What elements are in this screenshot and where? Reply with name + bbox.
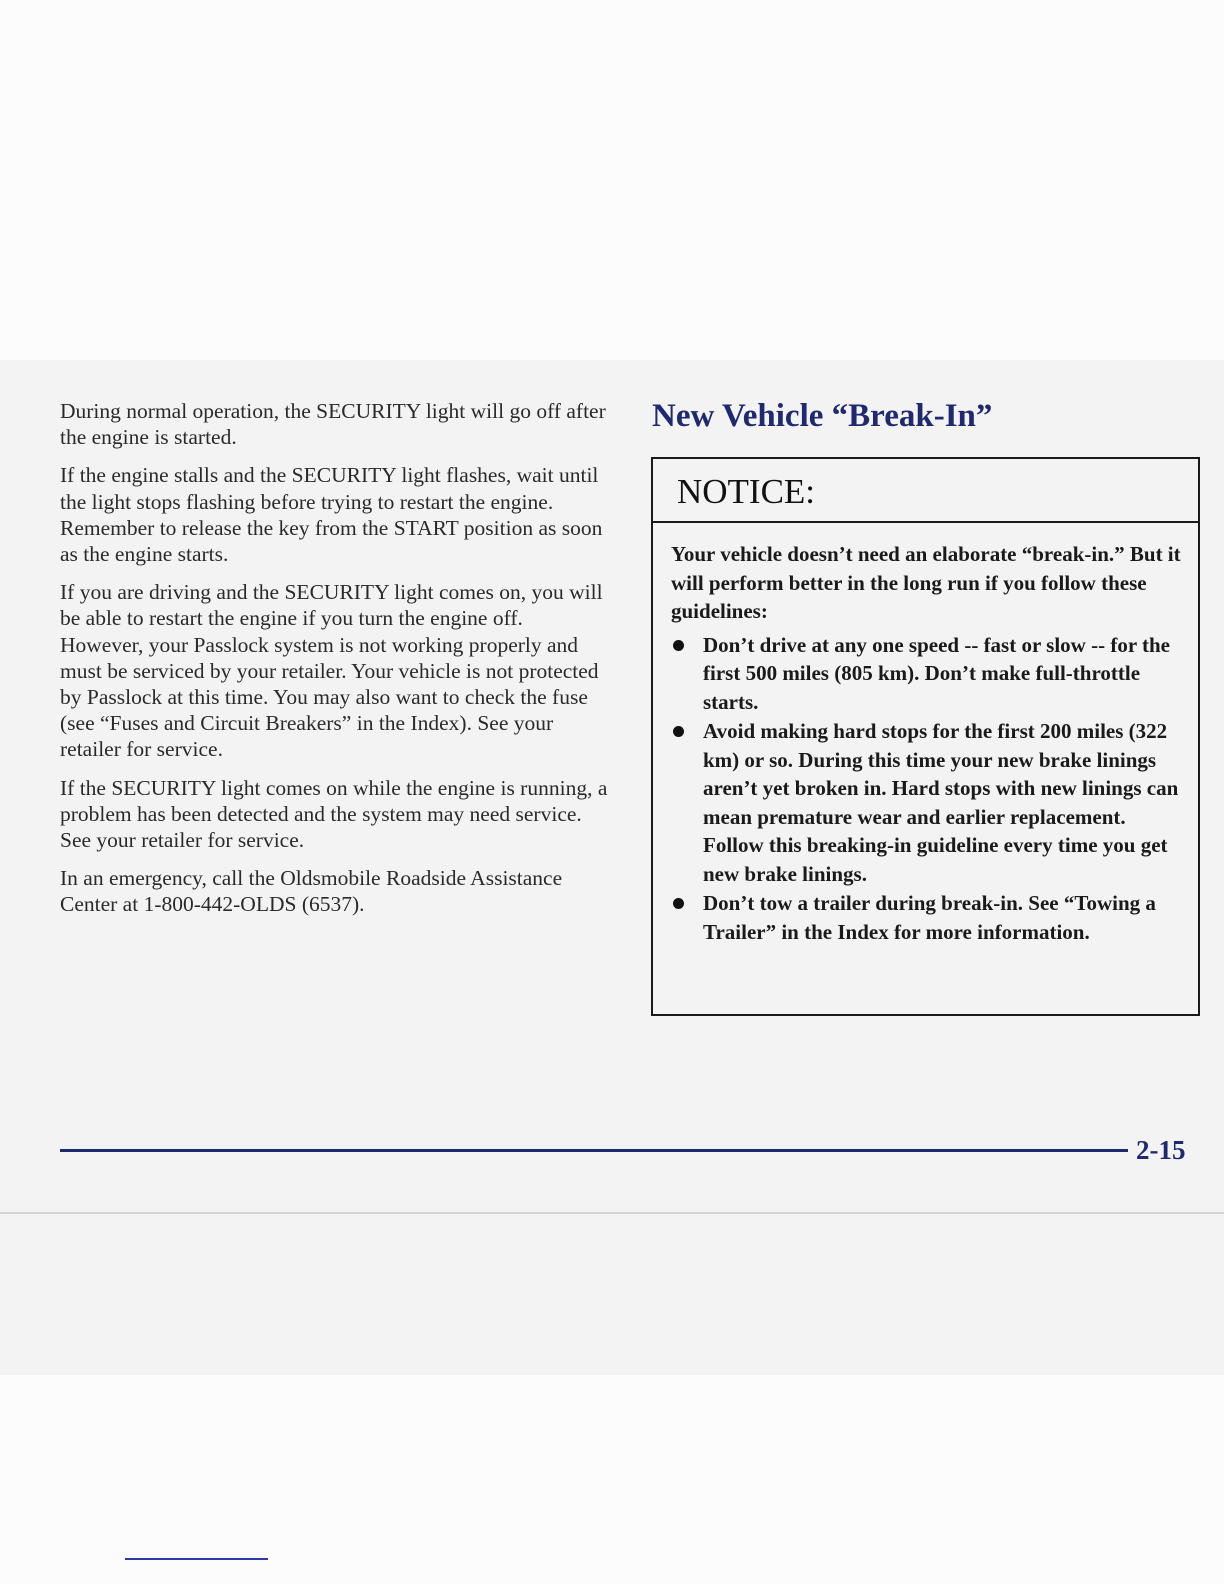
bullet-icon [673,640,684,651]
list-item [671,631,1182,717]
bottom-link-underline [125,1558,268,1560]
paragraph-engine-stalls: If the engine stalls and the SECURITY light flashes, wait until the light stops flashing before trying to restart the engine. Remember to release the key from the START position as soon as the engine starts. [60,463,603,567]
notice-body [653,523,1198,946]
bullet-text: Don’t drive at any one speed -- fast or slow -- for the first 500 miles (805 km). Don’t make full-throttle starts. [703,632,1171,714]
page-number: 2-15 [1136,1135,1186,1165]
bullet-icon [673,898,684,909]
left-column [60,398,610,930]
list-item [671,717,1182,888]
notice-intro: Your vehicle doesn’t need an elaborate “break-in.” But it will perform better in the long run if you follow these guidelines: [671,542,1181,623]
page-edge-line [0,1212,1224,1214]
notice-heading: NOTICE: [653,459,1198,523]
notice-box [651,457,1200,1016]
bullet-text: Avoid making hard stops for the first 200 miles (322 km) or so. During this time your new brake linings aren’t yet broken in. Hard stops with new linings can mean premature wear and earlier replacement. Follow this breaking-in guideline every time you get new brake linings. [703,719,1179,886]
section-title: New Vehicle “Break-In” [652,398,993,434]
bullet-text: Don’t tow a trailer during break-in. See “Towing a Trailer” in the Index for more information. [703,891,1156,944]
paragraph-driving-light-on: If you are driving and the SECURITY light comes on, you will be able to restart the engine if you turn the engine off. However, your Passlock system is not working properly and must be serviced by your retailer. Your vehicle is not protected by Passlock at this time. You may also want to check the fuse (see “Fuses and Circuit Breakers” in the Index). See your retailer for service. [60,580,603,762]
list-item [671,889,1182,946]
bullet-icon [673,726,684,737]
paragraph-problem-detected: If the SECURITY light comes on while the engine is running, a problem has been detected and the system may need service. See your retailer for service. [60,775,608,853]
paragraph-normal-operation: During normal operation, the SECURITY light will go off after the engine is started. [60,399,606,450]
paragraph-emergency: In an emergency, call the Oldsmobile Roadside Assistance Center at 1-800-442-OLDS (6537). [60,866,563,917]
footer-divider [60,1149,1128,1152]
notice-bullet-list [671,631,1182,947]
